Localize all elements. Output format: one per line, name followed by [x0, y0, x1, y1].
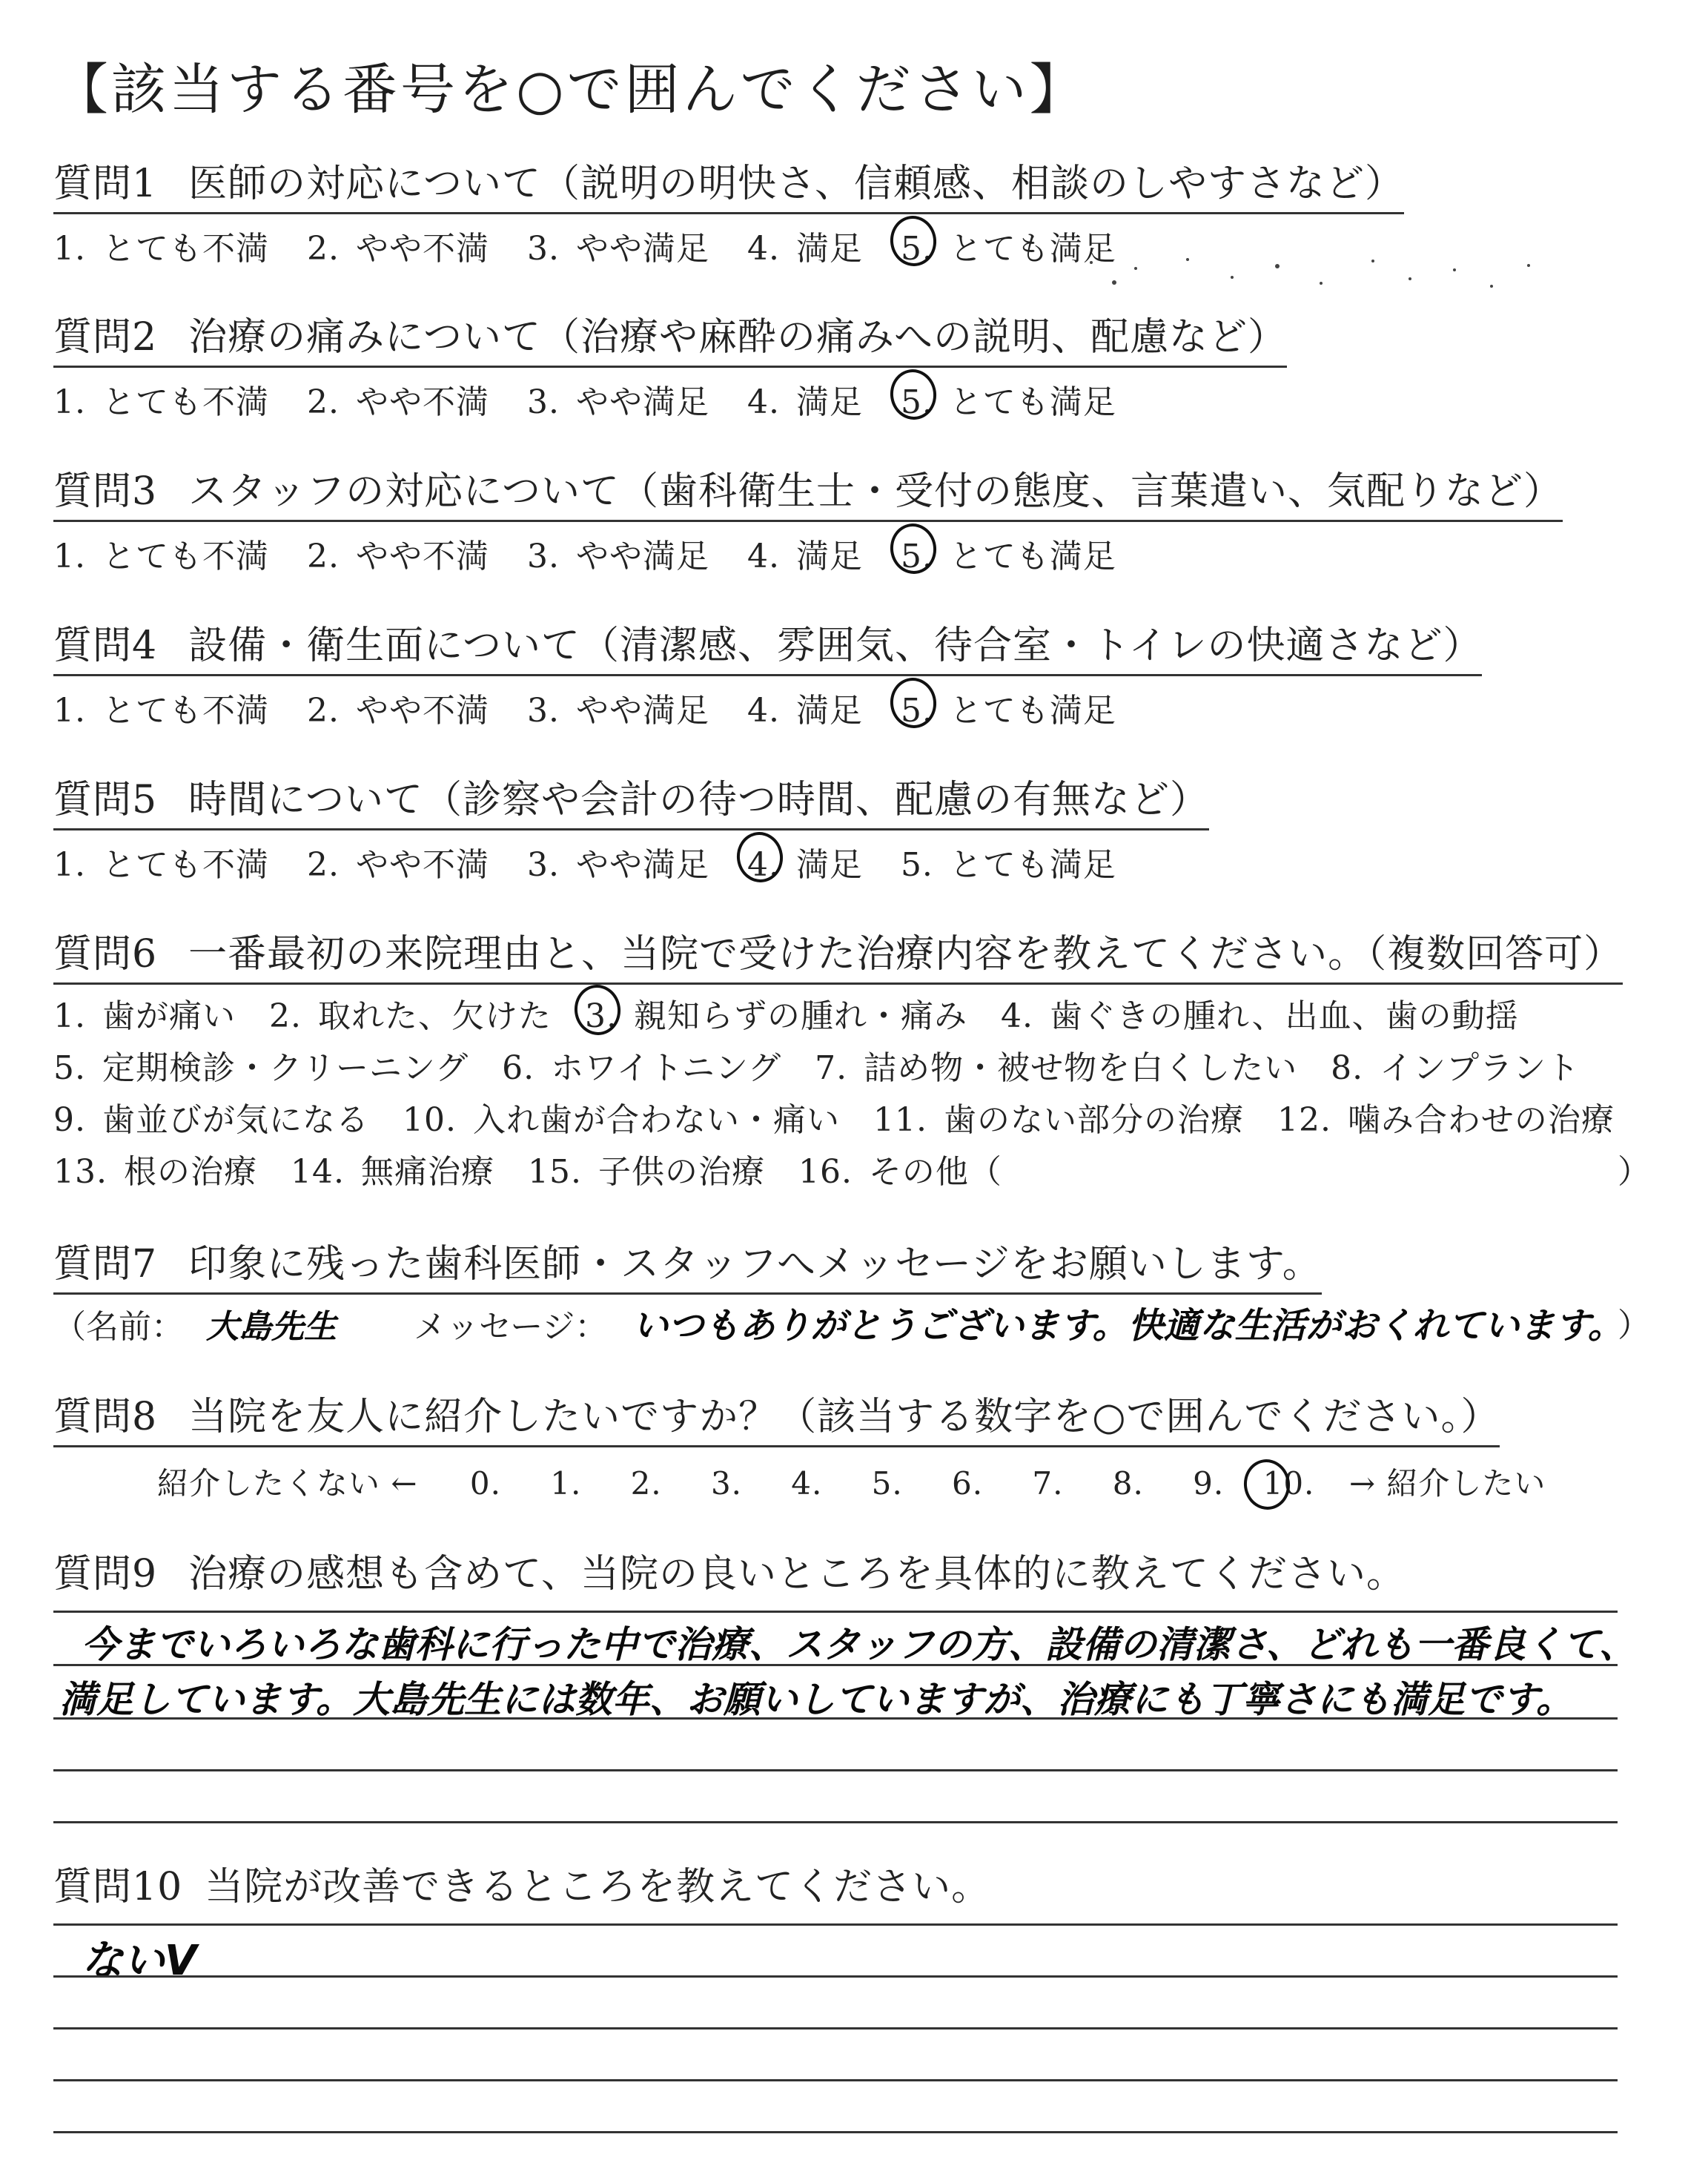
option-label: 満足 [795, 230, 863, 268]
option-label: やや満足 [575, 230, 709, 268]
scale-number[interactable]: 8. [1112, 1465, 1144, 1502]
option-label: 満足 [795, 538, 863, 575]
option-label: 根の治療 [123, 1153, 257, 1191]
option-number[interactable]: 4. [747, 538, 780, 575]
question-6-heading [53, 922, 1623, 985]
option-number[interactable]: 4. [747, 383, 780, 421]
option-number-circled[interactable]: 5. [900, 383, 933, 421]
question-number: 質問7 [53, 1242, 158, 1287]
option-label: やや満足 [575, 383, 709, 421]
close-paren: ） [1618, 1307, 1650, 1344]
answer-rule [53, 1664, 1618, 1666]
option-label: 定期検診・クリーニング [102, 1049, 469, 1087]
question-number: 質問9 [53, 1552, 158, 1596]
rating-options [53, 222, 1669, 269]
option-number[interactable]: 7. [815, 1049, 848, 1087]
message-handwritten[interactable]: いつもありがとうございます。快適な生活がおくれています。 [632, 1305, 1623, 1347]
question-7 [53, 1232, 1669, 1357]
rating-options [53, 684, 1669, 731]
message-line [53, 1295, 1669, 1357]
question-8-heading [53, 1385, 1500, 1447]
option-number[interactable]: 13. [53, 1153, 107, 1191]
option-label: 満足 [795, 846, 863, 884]
option-number[interactable]: 1. [53, 997, 86, 1035]
option-number[interactable]: 1. [53, 538, 86, 575]
question-text: 医師の対応について（説明の明快さ、信頼感、相談のしやすさなど） [188, 162, 1404, 206]
option-label: やや不満 [355, 383, 489, 421]
option-number-circled[interactable]: 5. [900, 692, 933, 730]
option-label: やや不満 [355, 846, 489, 884]
question-3-heading [53, 460, 1563, 522]
close-paren: ） [1618, 1153, 1651, 1191]
question-text: 設備・衛生面について（清潔感、雰囲気、待合室・トイレの快適さなど） [188, 624, 1483, 668]
scale-number[interactable]: 1. [550, 1465, 582, 1502]
option-number[interactable]: 2. [306, 230, 340, 268]
option-number[interactable]: 5. [53, 1049, 86, 1087]
scale-number[interactable]: 7. [1032, 1465, 1064, 1502]
option-label: とても不満 [102, 383, 269, 421]
option-number[interactable]: 1. [53, 383, 86, 421]
option-label: 詰め物・被せ物を白くしたい [864, 1049, 1298, 1087]
reason-options [53, 991, 1669, 1198]
option-number[interactable]: 3. [526, 692, 560, 730]
q9-answer-line-2[interactable]: 満足しています。大島先生には数年、お願いしていますが、治療にも丁寧さにも満足です。 [59, 1678, 1573, 1721]
reason-row [53, 991, 1669, 1043]
option-label: 親知らずの腫れ・痛み [633, 997, 967, 1035]
question-text: スタッフの対応について（歯科衛生士・受付の態度、言葉遣い、気配りなど） [188, 469, 1563, 514]
question-10-heading [53, 1855, 1669, 1911]
option-label: 取れた、欠けた [317, 997, 552, 1035]
question-number: 質問1 [53, 162, 158, 206]
option-label: ホワイトニング [551, 1049, 782, 1087]
question-number: 質問4 [53, 624, 158, 668]
question-8 [53, 1385, 1669, 1504]
option-number[interactable]: 2. [306, 538, 340, 575]
question-6 [53, 922, 1669, 1198]
scale-number[interactable]: 2. [630, 1465, 662, 1502]
option-number[interactable]: 6. [502, 1049, 535, 1087]
option-label: やや不満 [355, 692, 489, 730]
option-number[interactable]: 5. [900, 846, 933, 884]
option-label: やや満足 [575, 538, 709, 575]
option-label: とても不満 [102, 692, 269, 730]
option-number[interactable]: 12. [1277, 1101, 1331, 1139]
option-number[interactable]: 3. [526, 230, 560, 268]
q9-answer-line-1[interactable]: 今までいろいろな歯科に行った中で治療、スタッフの方、設備の清潔さ、どれも一番良くて、 [82, 1623, 1636, 1666]
answer-rule [53, 1975, 1618, 1978]
question-text: 当院が改善できるところを教えてください。 [205, 1865, 991, 1909]
rating-options [53, 375, 1669, 423]
option-number[interactable]: 2. [306, 383, 340, 421]
option-number[interactable]: 3. [526, 538, 560, 575]
option-number[interactable]: 1. [53, 692, 86, 730]
option-number[interactable]: 14. [290, 1153, 345, 1191]
option-number[interactable]: 1. [53, 846, 86, 884]
option-label: やや不満 [355, 230, 489, 268]
option-label: 歯ぐきの腫れ、出血、歯の動揺 [1049, 997, 1519, 1035]
question-7-heading [53, 1232, 1322, 1295]
option-number[interactable]: 4. [747, 692, 780, 730]
question-number: 質問2 [53, 315, 158, 360]
question-10 [53, 1855, 1669, 1911]
question-number: 質問8 [53, 1395, 158, 1439]
option-number[interactable]: 11. [873, 1101, 927, 1139]
option-number[interactable]: 4. [747, 230, 780, 268]
answer-rule [53, 1821, 1618, 1823]
answer-rule [53, 1923, 1618, 1926]
option-number[interactable]: 1. [53, 230, 86, 268]
question-number: 質問5 [53, 778, 158, 822]
option-label: とても満足 [949, 383, 1116, 421]
answer-rule [53, 1769, 1618, 1771]
question-9-heading [53, 1542, 1669, 1598]
scale-number[interactable]: 3. [710, 1465, 743, 1502]
scale-right-label: → 紹介したい [1348, 1465, 1546, 1502]
option-number[interactable]: 3. [526, 846, 560, 884]
option-label: 噛み合わせの治療 [1347, 1101, 1615, 1139]
answer-rule [53, 2131, 1618, 2133]
option-number-circled[interactable]: 5. [900, 538, 933, 575]
option-number[interactable]: 15. [527, 1153, 582, 1191]
question-text: 印象に残った歯科医師・スタッフへメッセージをお願いします。 [188, 1242, 1322, 1287]
option-label: インプラント [1380, 1049, 1580, 1087]
option-number[interactable]: 2. [268, 997, 302, 1035]
option-label: やや不満 [355, 538, 489, 575]
reason-row [53, 1146, 1669, 1198]
answer-rule [53, 1611, 1618, 1613]
question-4 [53, 614, 1669, 731]
option-number[interactable]: 8. [1331, 1049, 1364, 1087]
option-label: その他（ [868, 1153, 1002, 1191]
message-label: メッセージ： [414, 1308, 608, 1346]
question-number: 質問6 [53, 932, 158, 977]
question-4-heading [53, 614, 1482, 676]
question-5-heading [53, 768, 1209, 830]
option-number-circled[interactable]: 4. [747, 846, 780, 884]
option-label: とても満足 [949, 538, 1116, 575]
reason-row [53, 1043, 1669, 1094]
option-number[interactable]: 10. [402, 1101, 457, 1139]
option-label: 満足 [795, 383, 863, 421]
question-1 [53, 152, 1669, 269]
question-text: 時間について（診察や会計の待つ時間、配慮の有無など） [188, 778, 1210, 822]
question-2 [53, 305, 1669, 423]
question-text: 治療の感想も含めて、当院の良いところを具体的に教えてください。 [188, 1552, 1406, 1596]
page-title: 【該当する番号を○で囲んでください】 [53, 58, 1088, 122]
question-number: 質問10 [53, 1865, 183, 1909]
option-label: 満足 [795, 692, 863, 730]
answer-rule [53, 2079, 1618, 2081]
option-label: 子供の治療 [598, 1153, 765, 1191]
recommend-scale [53, 1459, 1669, 1504]
question-number: 質問3 [53, 469, 158, 514]
option-label: とても不満 [102, 846, 269, 884]
option-label: 歯のない部分の治療 [943, 1101, 1244, 1139]
option-label: やや満足 [575, 692, 709, 730]
scale-number[interactable]: 6. [952, 1465, 984, 1502]
question-text: 当院を友人に紹介したいですか？（該当する数字を○で囲んでください。） [188, 1395, 1500, 1439]
option-label: やや満足 [575, 846, 709, 884]
rating-options [53, 529, 1669, 577]
question-1-heading [53, 152, 1404, 214]
answer-rule [53, 2027, 1618, 2029]
name-label: （名前： [53, 1308, 184, 1346]
scale-number[interactable]: 5. [871, 1465, 903, 1502]
option-label: 歯が痛い [102, 997, 236, 1035]
option-number[interactable]: 2. [306, 846, 340, 884]
question-text: 一番最初の来院理由と、当院で受けた治療内容を教えてください。（複数回答可） [188, 932, 1623, 977]
option-label: 歯並びが気になる [102, 1101, 369, 1139]
question-3 [53, 460, 1669, 577]
question-2-heading [53, 305, 1287, 368]
scale-number-circled[interactable]: 10. [1254, 1465, 1324, 1502]
option-number[interactable]: 3. [526, 383, 560, 421]
scale-left-label: 紹介したくない ← [157, 1465, 418, 1502]
scale-number[interactable]: 4. [791, 1465, 823, 1502]
option-label: とても満足 [949, 846, 1116, 884]
question-9 [53, 1542, 1669, 1598]
answer-rule [53, 1717, 1618, 1720]
option-label: 入れ歯が合わない・痛い [472, 1101, 840, 1139]
option-number[interactable]: 4. [1000, 997, 1033, 1035]
question-text: 治療の痛みについて（治療や麻酔の痛みへの説明、配慮など） [188, 315, 1288, 360]
option-label: とても満足 [949, 230, 1116, 268]
q10-answer[interactable]: ないV [82, 1937, 197, 1985]
option-label: とても満足 [949, 692, 1116, 730]
scale-number[interactable]: 0. [469, 1465, 501, 1502]
option-number-circled[interactable]: 5. [900, 230, 933, 268]
reason-row [53, 1094, 1669, 1146]
option-number-circled[interactable]: 3. [584, 997, 618, 1035]
option-label: とても不満 [102, 538, 269, 575]
option-number[interactable]: 9. [53, 1101, 86, 1139]
option-label: 無痛治療 [360, 1153, 494, 1191]
question-5 [53, 768, 1669, 885]
rating-options [53, 838, 1669, 885]
name-handwritten[interactable]: 大島先生 [206, 1308, 337, 1346]
scale-number[interactable]: 9. [1193, 1465, 1225, 1502]
option-number[interactable]: 16. [798, 1153, 853, 1191]
option-label: とても不満 [102, 230, 269, 268]
option-number[interactable]: 2. [306, 692, 340, 730]
